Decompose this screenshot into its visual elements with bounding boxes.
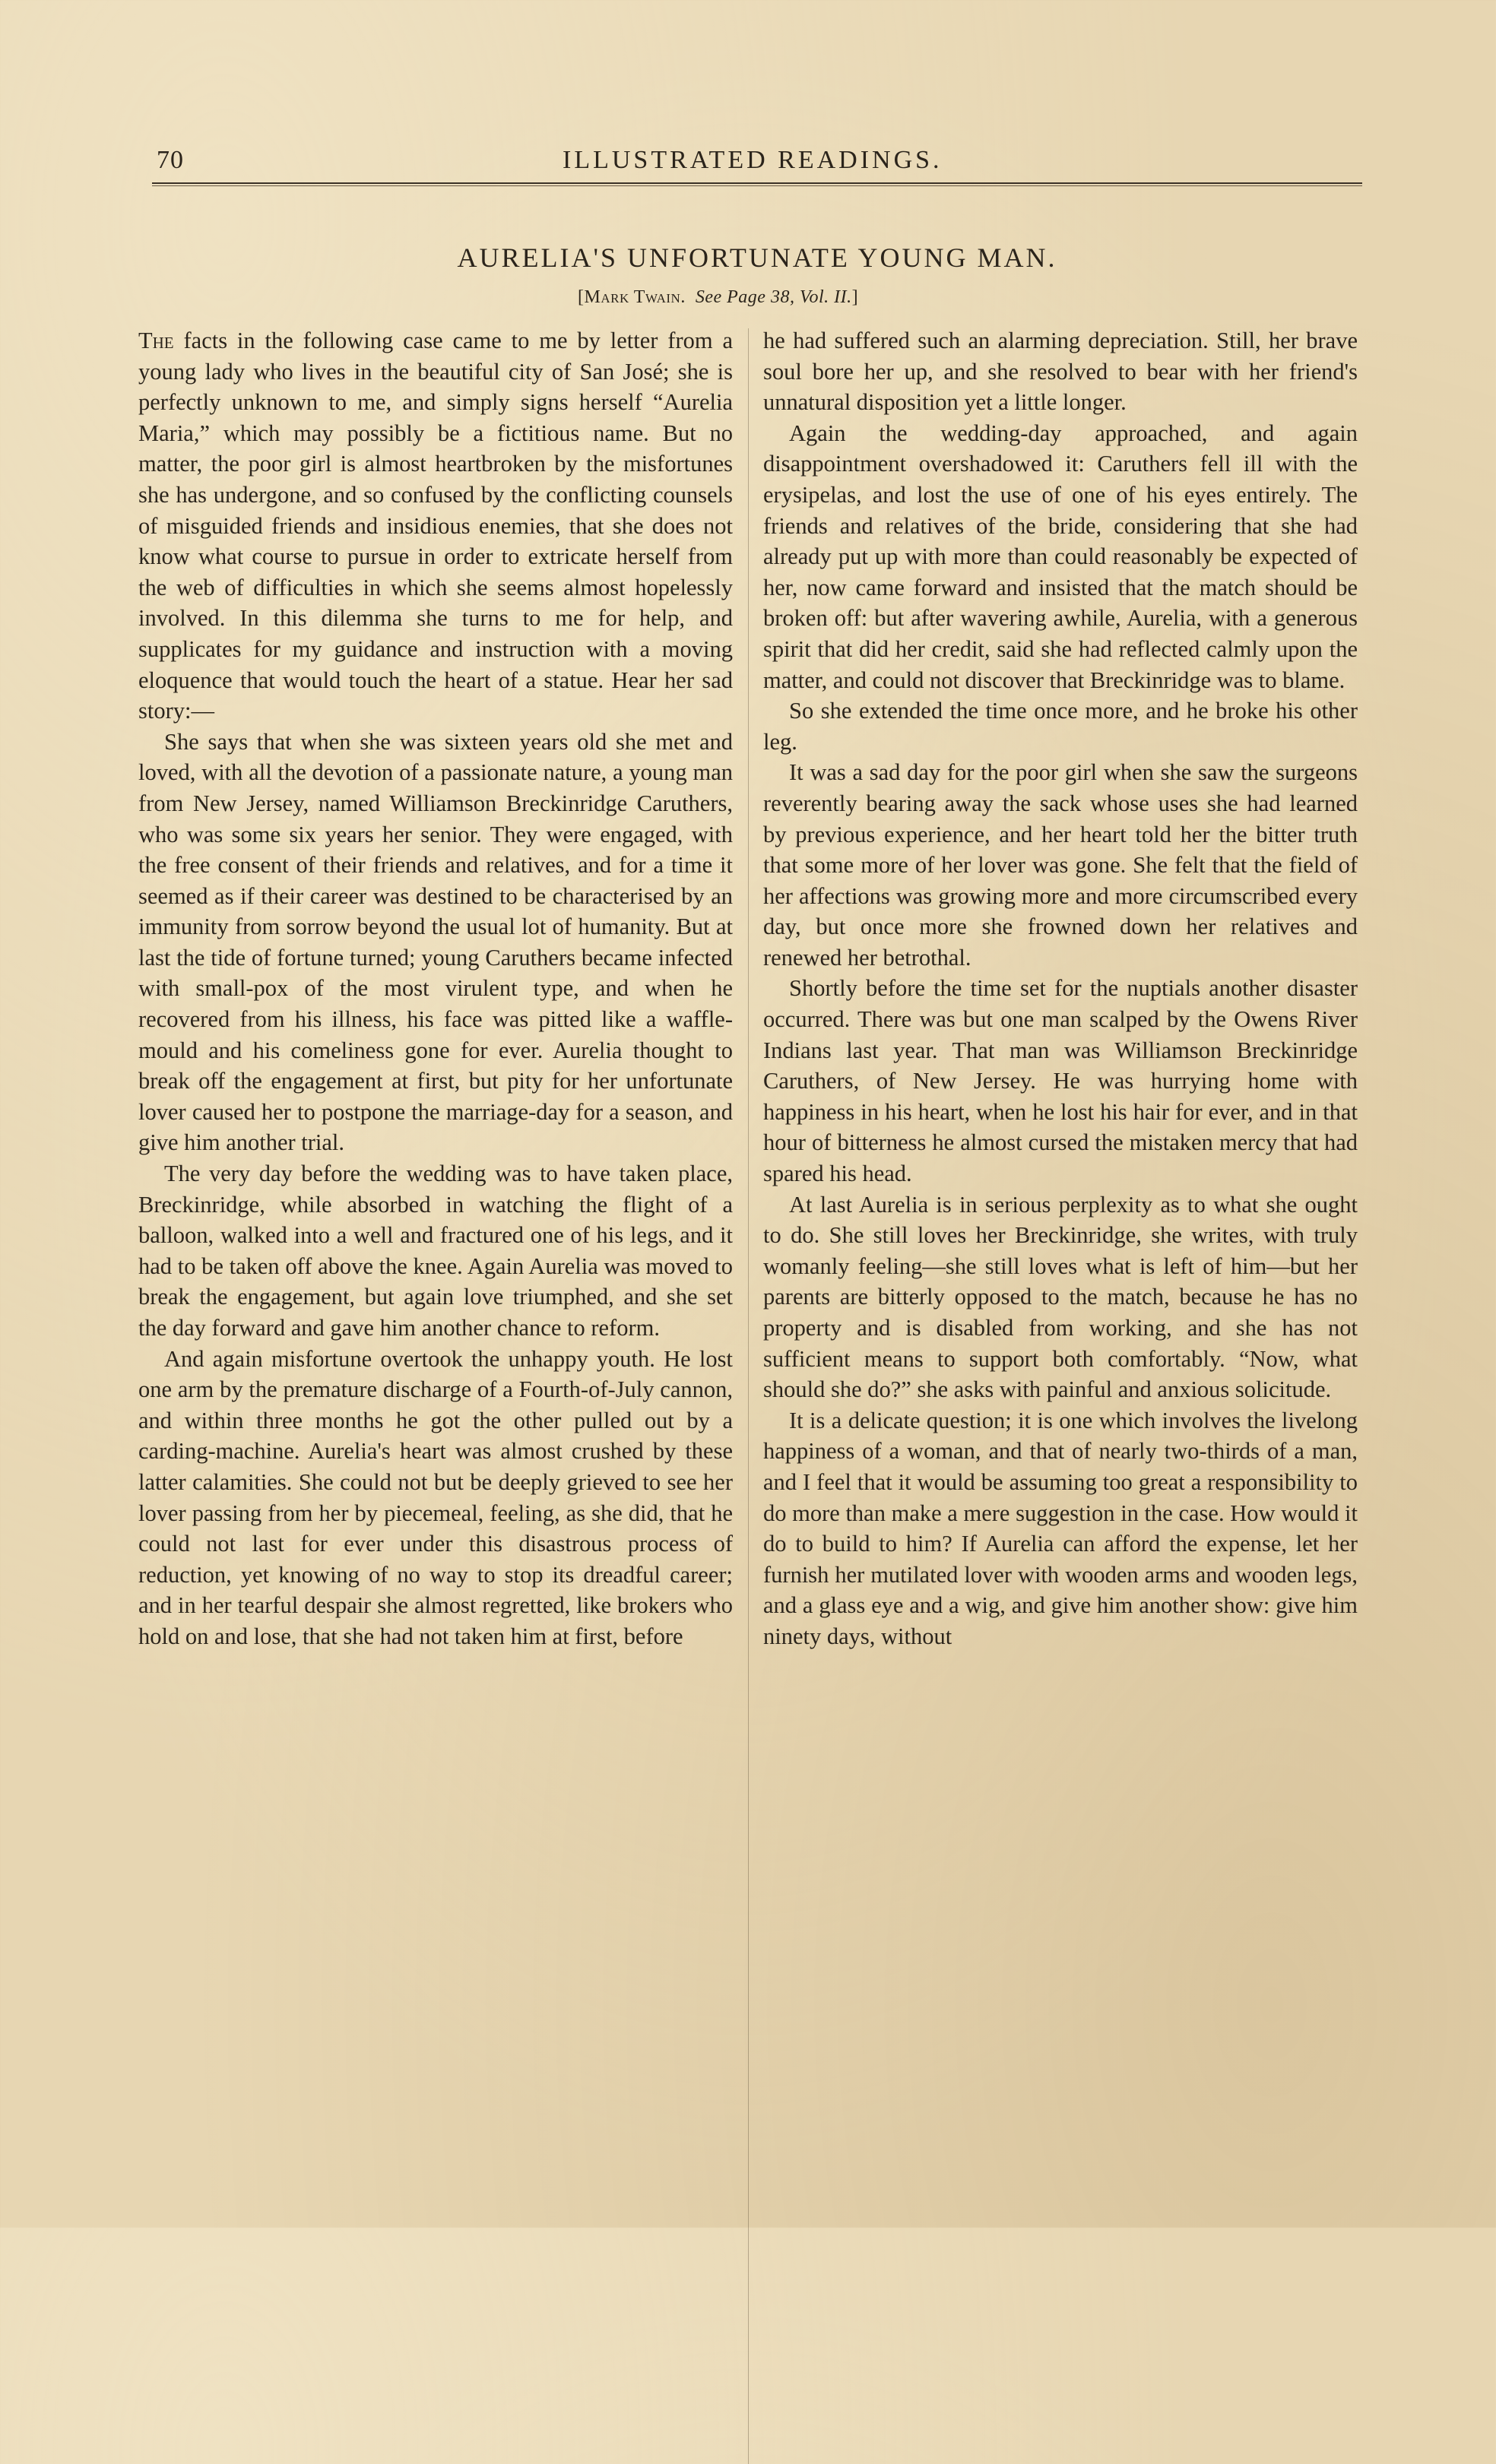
left-column	[138, 325, 733, 2073]
attribution-author: Mark Twain.	[584, 287, 686, 307]
opening-word: The	[138, 328, 174, 353]
header-rule-thin	[152, 185, 1362, 186]
paragraph: The very day before the wedding was to have taken place, Breckinridge, while absorbed in watching the flight of a balloon, walked into a well and fractured one of his legs, and it had to be taken off above the knee. Again Aurelia was moved to break the engagement, but again love triumphed, and she set the day forward and gave him another chance to reform.	[138, 1161, 733, 1341]
paragraph	[138, 325, 733, 727]
attribution-close-bracket: ]	[851, 287, 859, 307]
paragraph: It is a delicate question; it is one which involves the livelong happiness of a woman, and that of nearly two-thirds of a man, and I feel that it would be assuming too great a responsibility to do more than make a mere suggestion in the case. How would it do to build to him? If Aurelia can afford the expense, let her furnish her mutilated lover with wooden arms and wooden legs, and a glass eye and a wig, and give him another show: give him ninety days, without	[763, 1407, 1358, 1649]
page-number: 70	[157, 146, 184, 174]
right-column	[763, 325, 1358, 2073]
paragraph: So she extended the time once more, and he broke his other leg.	[763, 698, 1358, 755]
running-head	[152, 146, 1362, 184]
paragraph: Shortly before the time set for the nuptials another disaster occurred. There was but one man scalped by the Owens River Indians last year. That man was Williamson Breckinridge Caruthers, of New Jersey. He was hurrying home with happiness in his heart, when he lost his hair for ever, and in that hour of bitterness he almost cursed the mistaken mercy that had spared his head.	[763, 975, 1358, 1187]
paragraph-continued: he had suffered such an alarming depreciation. Still, her brave soul bore her up, and she resolved to bear with her friend's unnatural disposition yet a little longer.	[763, 328, 1358, 416]
header-rule	[152, 182, 1362, 184]
column-divider	[748, 328, 749, 2464]
paragraph: She says that when she was sixteen years old she met and loved, with all the devotion of a passionate nature, a young man from New Jersey, named Williamson Breckinridge Caruthers, who was some six years her senior. They were engaged, with the free consent of their friends and relatives, and for a time it seemed as if their career was destined to be characterised by an immunity from sorrow beyond the usual lot of humanity. But at last the tide of fortune turned; young Caruthers became infected with small-pox of the most virulent type, and when he recovered from his illness, his face was pitted like a waffle-mould and his comeliness gone for ever. Aurelia thought to break off the engagement at first, but pity for her unfortunate lover caused her to postpone the marriage-day for a season, and give him another trial.	[138, 728, 733, 1156]
paragraph: It was a sad day for the poor girl when she saw the surgeons reverently bearing away the sack whose uses she had learned by previous experience, and her heart told her the bitter truth that some more of her lover was gone. She felt that the field of her affections was growing more and more circumscribed every day, but once more she frowned down her relatives and renewed her betrothal.	[763, 759, 1358, 971]
article-title: AURELIA'S UNFORTUNATE YOUNG MAN.	[457, 242, 1057, 273]
paragraph: And again misfortune overtook the unhappy youth. He lost one arm by the premature discharge of a Fourth-of-July cannon, and within three months he got the other pulled out by a carding-machine. Aurelia's heart was almost crushed by these latter calamities. She could not but be deeply grieved to see her lover passing from her by piecemeal, feeling, as she did, that he could not last for ever under this disastrous process of reduction, yet knowing of no way to stop its dreadful career; and in her tearful despair she almost regretted, like brokers who hold on and lose, that she had not taken him at first, before	[138, 1345, 733, 1649]
paragraph: At last Aurelia is in serious perplexity as to what she ought to do. She still loves her Breckinridge, she writes, with truly womanly feeling—she still loves what is left of him—but her parents are bitterly opposed to the match, because he has no property and is disabled from working, and she has not sufficient means to support both comfortably. “Now, what should she do?” she asks with painful and anxious solicitude.	[763, 1191, 1358, 1403]
attribution	[578, 287, 858, 308]
attribution-open-bracket: [	[578, 287, 585, 307]
attribution-reference: See Page 38, Vol. II.	[695, 287, 852, 307]
paragraph: Again the wedding-day approached, and again disappointment overshadowed it: Caruthers fell ill with the erysipelas, and lost the use of one of his eyes entirely. The friends and relatives of the bride, considering that she had already put up with more than could reasonably be expected of her, now came forward and insisted that the match should be broken off: but after wavering awhile, Aurelia, with a generous spirit that did her credit, said she had reflected calmly upon the matter, and could not discover that Breckinridge was to blame.	[763, 420, 1358, 693]
running-title: ILLUSTRATED READINGS.	[563, 146, 943, 174]
paragraph-text: facts in the following case came to me by letter from a young lady who lives in the beautiful city of San José; she is perfectly unknown to me, and simply signs herself “Aurelia Maria,” which may possibly be a fictitious name. But no matter, the poor girl is almost heartbroken by the misfortunes she has undergone, and so confused by the conflicting counsels of misguided friends and insidious enemies, that she does not know what course to pursue in order to extricate herself from the web of difficulties in which she seems almost hopelessly involved. In this dilemma she turns to me for help, and supplicates for my guidance and instruction with a moving eloquence that would touch the heart of a statue. Hear her sad story:—	[138, 328, 733, 724]
